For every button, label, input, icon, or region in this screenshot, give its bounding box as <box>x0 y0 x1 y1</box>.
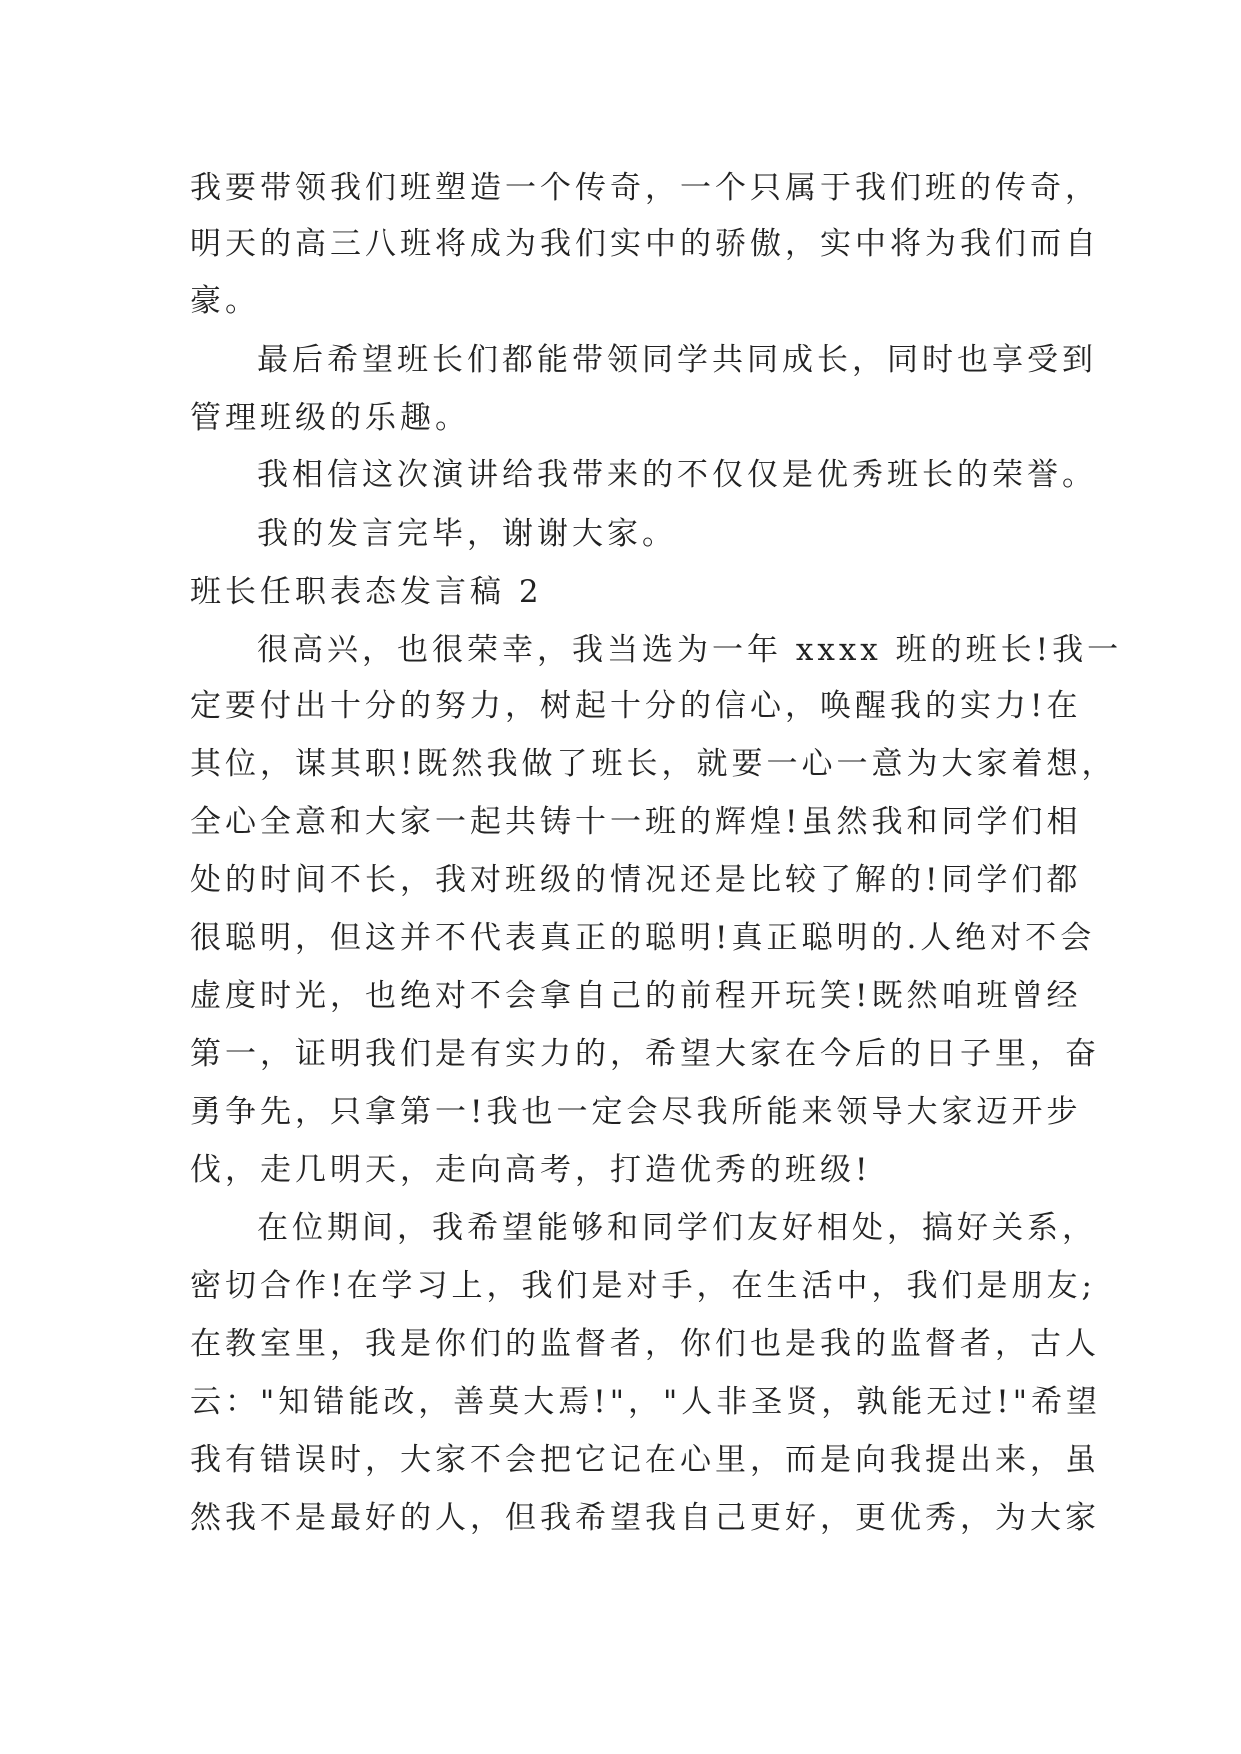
text-line: 最后希望班长们都能带领同学共同成长，同时也享受到 <box>257 342 1097 378</box>
text-line: 我相信这次演讲给我带来的不仅仅是优秀班长的荣誉。 <box>257 457 1097 493</box>
text-line: 定要付出十分的努力，树起十分的信心，唤醒我的实力!在 <box>190 688 1082 724</box>
text-line: 然我不是最好的人，但我希望我自己更好，更优秀，为大家 <box>190 1500 1100 1536</box>
text-line: 第一，证明我们是有实力的，希望大家在今后的日子里，奋 <box>190 1036 1100 1072</box>
text-line: 在位期间，我希望能够和同学们友好相处，搞好关系， <box>257 1210 1097 1246</box>
text-line: 明天的高三八班将成为我们实中的骄傲，实中将为我们而自 <box>190 226 1100 262</box>
text-line: 管理班级的乐趣。 <box>190 400 470 436</box>
text-line: 伐，走几明天，走向高考，打造优秀的班级! <box>190 1152 872 1188</box>
text-line: 我要带领我们班塑造一个传奇，一个只属于我们班的传奇， <box>190 170 1100 206</box>
text-line: 处的时间不长，我对班级的情况还是比较了解的!同学们都 <box>190 862 1082 898</box>
text-line: 豪。 <box>190 283 260 319</box>
text-line: 全心全意和大家一起共铸十一班的辉煌!虽然我和同学们相 <box>190 804 1082 840</box>
text-line: 我的发言完毕，谢谢大家。 <box>257 516 677 552</box>
text-line: 很高兴，也很荣幸，我当选为一年 xxxx 班的班长!我一 <box>257 632 1123 668</box>
text-line: 虚度时光，也绝对不会拿自己的前程开玩笑!既然咱班曾经 <box>190 978 1082 1014</box>
text-line: 云："知错能改，善莫大焉!"，"人非圣贤，孰能无过!"希望 <box>190 1384 1101 1420</box>
text-line: 其位，谋其职!既然我做了班长，就要一心一意为大家着想， <box>190 746 1117 782</box>
text-line: 密切合作!在学习上，我们是对手，在生活中，我们是朋友; <box>190 1268 1096 1304</box>
text-line: 勇争先，只拿第一!我也一定会尽我所能来领导大家迈开步 <box>190 1094 1082 1130</box>
text-line: 在教室里，我是你们的监督者，你们也是我的监督者，古人 <box>190 1326 1100 1362</box>
text-line: 很聪明，但这并不代表真正的聪明!真正聪明的.人绝对不会 <box>190 920 1096 956</box>
text-line: 我有错误时，大家不会把它记在心里，而是向我提出来，虽 <box>190 1442 1100 1478</box>
section-heading: 班长任职表态发言稿 2 <box>190 574 543 610</box>
